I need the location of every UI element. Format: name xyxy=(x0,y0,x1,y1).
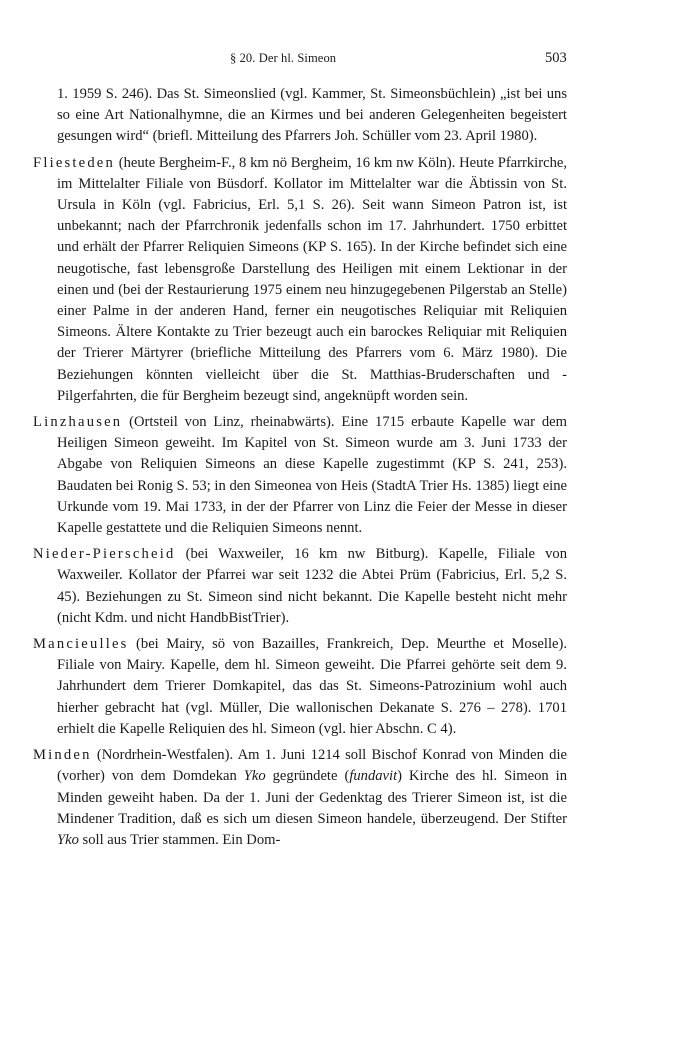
entry-lemma: Fliesteden xyxy=(33,154,115,171)
entry-text: (bei Mairy, sö von Bazailles, Frankreich, Dep. Meurthe et Moselle). Filiale von Mairy. Kapelle, dem hl. Simeon geweiht. Die Pfarrei gehörte seit dem 9. Jahrhundert dem Trierer Domkapitel, das das St. Simeons-Patrozinium wohl auch hierher gebracht hat (vgl. Müller, Die wallonischen Dekanate S. 276 – 278). 1701 erhielt die Kapelle Reliquien des hl. Simeon (vgl. hier Abschn. C 4). xyxy=(57,636,567,737)
entry-text: ) Kirche des hl. Simeon in Minden geweiht haben. Da der 1. Juni der Gedenktag des Trierer Simeon ist, ist die Mindener Tradition, daß es sich um diesen Simeon handele, überzeugend. Der Stifter xyxy=(57,768,567,827)
page-number: 503 xyxy=(545,50,567,66)
entry-mancieulles xyxy=(33,634,567,740)
entry-lemma: Linzhausen xyxy=(33,414,123,431)
entry-text: gegründete ( xyxy=(265,768,350,785)
entry-text: (Nordrhein-Westfalen). Am 1. Juni 1214 soll Bischof Konrad von Minden die (vorher) von dem Domdekan xyxy=(57,747,567,785)
entry-italic-name: Yko xyxy=(57,831,79,848)
entry-lemma: Mancieulles xyxy=(33,636,129,653)
running-head: § 20. Der hl. Simeon xyxy=(230,51,337,65)
entry-text: soll aus Trier stammen. Ein Dom- xyxy=(78,831,281,848)
entry-text: (Ortsteil von Linz, rheinabwärts). Eine 1715 erbaute Kapelle war dem Heiligen Simeon geweiht. Im Kapitel von St. Simeon wurde am 3. Juni 1733 der Abgabe von Reliquien Simeons an diese Kapelle zugestimmt (KP S. 241, 253). Baudaten bei Ronig S. 53; in den Simeonea von Heis (StadtA Trier Hs. 1385) liegt eine Urkunde vom 19. Mai 1733, in der der Pfarrer von Linz die Feier der Messe in dieser Kapelle gestattete und die Reliquien Simeons nennt. xyxy=(57,414,567,537)
entry-italic-name: Yko xyxy=(243,768,266,785)
entry-minden xyxy=(33,745,567,851)
entry-text: (bei Waxweiler, 16 km nw Bitburg). Kapelle, Filiale von Waxweiler. Kollator der Pfarrei war seit 1232 die Abtei Prüm (Fabricius, Erl. 5,2 S. 45). Beziehungen zu St. Simeon sind nicht bekannt. Die Kapelle besteht nicht mehr (nicht Kdm. und nicht HandbBistTrier). xyxy=(57,546,567,626)
document-body xyxy=(33,84,567,851)
entry-lemma: Nieder-Pierscheid xyxy=(33,546,176,563)
entry-text: (heute Bergheim-F., 8 km nö Bergheim, 16 km nw Köln). Heute Pfarrkirche, im Mittelalter Filiale von Büsdorf. Kollator im Mittelalter war die Äbtissin von St. Ursula in Köln (vgl. Fabricius, Erl. 5,1 S. 26). Seit wann Simeon Patron ist, ist unbekannt; nach der Pfarrchronik jedenfalls schon im 17. Jahrhundert. 1750 erbittet und erhält der Pfarrer Reliquien Simeons (KP S. 165). In der Kirche befindet sich eine neugotische, fast lebensgroße Darstellung des Heiligen mit einem Lektionar in der einen und (bei der Restaurierung 1975 einem neu hinzugegebenen Pilgerstab an Stelle) einer Palme in der anderen Hand, ferner ein neugotisches Reliquiar mit Reliquien Simeons. Ältere Kontakte zu Trier bezeugt auch ein barockes Reliquiar mit Reliquien der Trierer Märtyrer (briefliche Mitteilung des Pfarrers vom 6. März 1980). Die Beziehungen könnten vielleicht über die St. Matthias-Bruderschaften und -Pilgerfahrten, die für Bergheim bezeugt sind, angeknüpft worden sein. xyxy=(57,154,567,404)
page-header xyxy=(0,50,700,70)
entry-fliesteden xyxy=(33,153,567,407)
entry-italic-term: fundavit xyxy=(349,768,398,785)
entry-linzhausen xyxy=(33,412,567,539)
entry-lemma: Minden xyxy=(33,747,92,764)
entry-nieder-pierscheid xyxy=(33,544,567,629)
continuation-paragraph: 1. 1959 S. 246). Das St. Simeonslied (vgl. Kammer, St. Simeonsbüchlein) „ist bei uns so eine Art Nationalhymne, die an Kirmes und bei anderen Gelegenheiten begeistert gesungen wird“ (briefl. Mitteilung des Pfarrers Joh. Schüller vom 23. April 1980). xyxy=(57,86,567,145)
